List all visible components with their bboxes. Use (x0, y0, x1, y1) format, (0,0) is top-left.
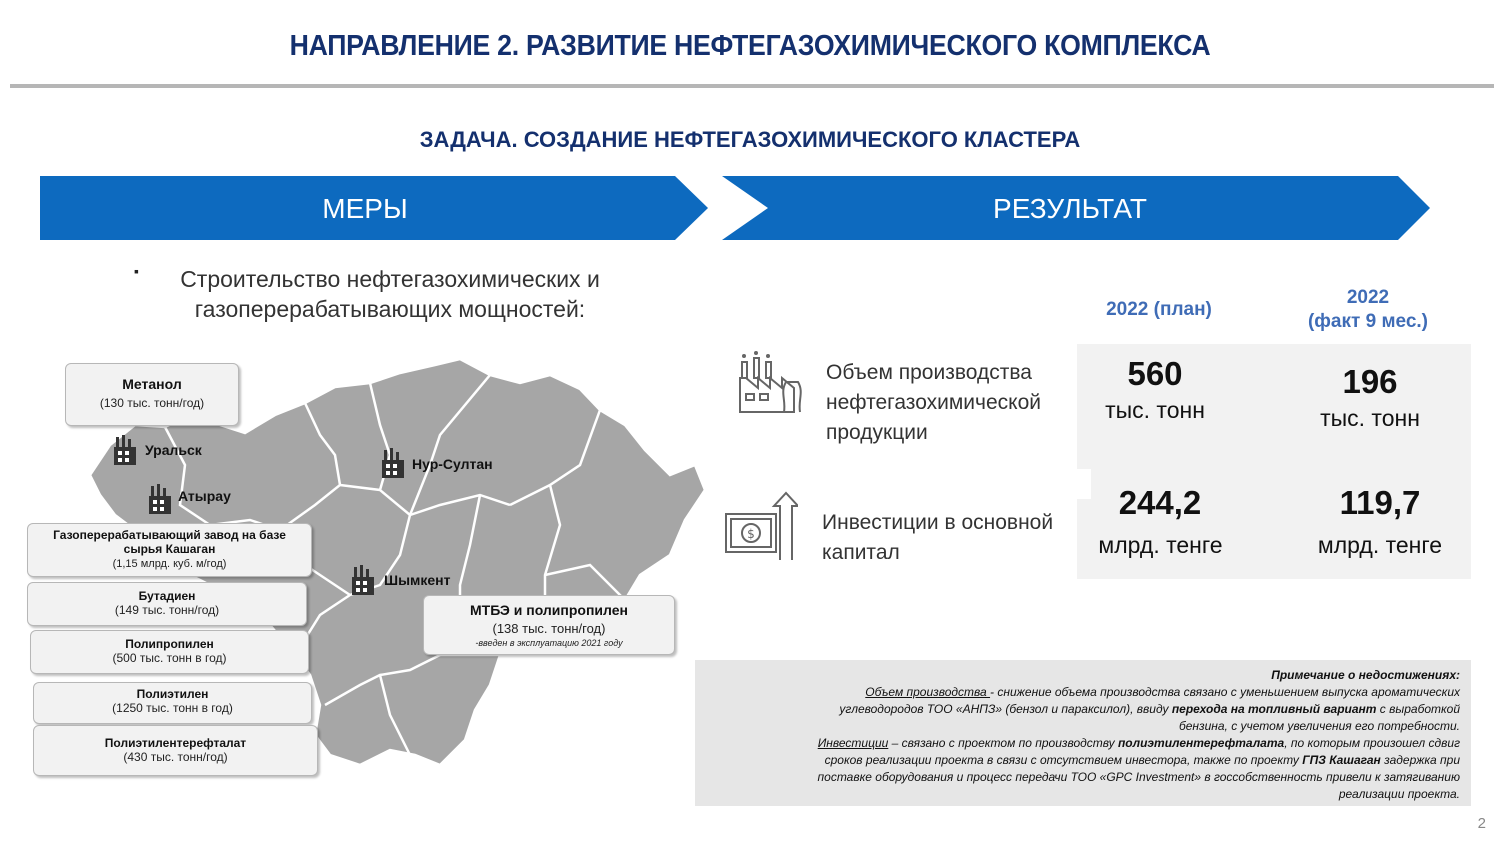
project-capacity: (149 тыс. тонн/год) (114, 603, 220, 617)
project-name: Полиэтилентерефталат (104, 736, 247, 750)
project-status: -введен в эксплуатацию 2021 году (475, 638, 623, 648)
column-plan: 2022 (план) (1106, 299, 1212, 320)
note-span: с выработкой (1376, 702, 1460, 716)
note-span: сроков реализации проекта в связи с отсутствием инвестора, также по проекту (824, 753, 1303, 767)
factory-icon (348, 563, 378, 597)
note-bold: перехода на топливный вариант (1171, 702, 1377, 716)
investment-fact-unit: млрд. тенге (1317, 532, 1443, 558)
city-atyrau: Атырау (178, 488, 231, 504)
note-span: – связано с проектом по производству (888, 736, 1118, 750)
note-span: бензина, с учетом увеличения его потребности. (1178, 719, 1460, 733)
note-span: поставке оборудования и процесс передачи ТОО «GPC Investment» в госсобственность привели к затягиванию (817, 770, 1460, 784)
project-name: Бутадиен (138, 589, 196, 603)
column-fact (1290, 286, 1446, 334)
note-span: задержка при (1380, 753, 1460, 767)
note-bold: ГПЗ Кашаган (1302, 753, 1381, 767)
investment-plan-unit: млрд. тенге (1098, 532, 1223, 558)
project-mtbe (423, 595, 675, 655)
column-fact-year: 2022 (1346, 287, 1390, 308)
page-number: 2 (1477, 815, 1486, 832)
note-span: - снижение объема производства связано с уменьшением выпуска ароматических (990, 685, 1460, 699)
project-capacity: (1250 тыс. тонн в год) (112, 701, 233, 715)
note-span: реализации проекта. (1338, 787, 1460, 801)
production-fact-unit: тыс. тонн (1320, 405, 1420, 431)
bullet-marker: ▪ (134, 263, 139, 279)
project-capacity: (500 тыс. тонн в год) (112, 651, 227, 665)
money-growth-icon (722, 490, 798, 564)
project-name: МТБЭ и полипропилен (469, 602, 628, 618)
page-title: НАПРАВЛЕНИЕ 2. РАЗВИТИЕ НЕФТЕГАЗОХИМИЧЕСКОГО КОМПЛЕКСА (289, 30, 1211, 62)
row-production-label (826, 358, 1066, 448)
factory-icon (110, 433, 140, 467)
label-line: Инвестиции в основной (822, 511, 1054, 534)
label-line: Объем производства (826, 361, 1032, 384)
measures-label: МЕРЫ (322, 193, 408, 224)
bullet-line-1: Строительство нефтегазохимических и (180, 266, 600, 292)
city-uralsk: Уральск (145, 442, 202, 458)
project-name: Метанол (122, 376, 182, 392)
measures-bullet (130, 264, 650, 324)
project-capacity: (1,15 млрд. куб. м/год) (112, 558, 227, 570)
note-term: Объем производства (865, 685, 991, 699)
label-line: нефтегазохимической (826, 391, 1041, 414)
factory-icon (734, 348, 804, 416)
city-nursultan: Нур-Султан (412, 456, 493, 472)
project-name: Полиэтилен (136, 687, 209, 701)
city-shymkent: Шымкент (384, 572, 451, 588)
label-line: капитал (822, 541, 900, 564)
production-plan-value: 560 (1127, 355, 1183, 392)
investment-plan-value: 244,2 (1118, 484, 1202, 521)
title-divider (10, 84, 1494, 88)
note-term: Инвестиции (817, 736, 889, 750)
project-capacity: (138 тыс. тонн/год) (492, 621, 606, 636)
factory-icon (378, 446, 408, 480)
row-investment-label (822, 508, 1067, 568)
project-name-line1: Газоперерабатывающий завод на базе (53, 528, 286, 542)
project-capacity: (430 тыс. тонн/год) (123, 750, 228, 764)
production-fact-value: 196 (1342, 363, 1398, 400)
project-gpz-kashagan (27, 523, 312, 577)
project-pet (33, 725, 318, 776)
project-capacity: (130 тыс. тонн/год) (99, 396, 205, 410)
note-title: Примечание о недостижениях: (1271, 668, 1460, 682)
bullet-line-2: газоперерабатывающих мощностей: (194, 296, 586, 322)
investment-fact-value: 119,7 (1339, 484, 1421, 521)
factory-icon (145, 482, 175, 516)
note-bold: полиэтилентерефталата (1117, 736, 1285, 750)
project-name: Полипропилен (125, 637, 214, 651)
svg-text:$: $ (747, 527, 755, 541)
task-title: ЗАДАЧА. СОЗДАНИЕ НЕФТЕГАЗОХИМИЧЕСКОГО КЛАСТЕРА (419, 127, 1081, 152)
column-fact-period: (факт 9 мес.) (1307, 311, 1428, 332)
project-name-line2: сырья Кашаган (123, 542, 216, 556)
label-line: продукции (826, 421, 928, 444)
note-span: углеводородов ТОО «АНПЗ» (бензол и параксилол), ввиду (839, 702, 1172, 716)
project-butadiene (27, 582, 307, 626)
project-polypropylene (30, 630, 309, 674)
note-text (720, 667, 1460, 803)
result-label: РЕЗУЛЬТАТ (993, 193, 1147, 224)
production-plan-unit: тыс. тонн (1105, 397, 1205, 423)
project-polyethylene (33, 682, 312, 724)
project-methanol (65, 363, 239, 426)
note-span: , по которым произошел сдвиг (1284, 736, 1460, 750)
